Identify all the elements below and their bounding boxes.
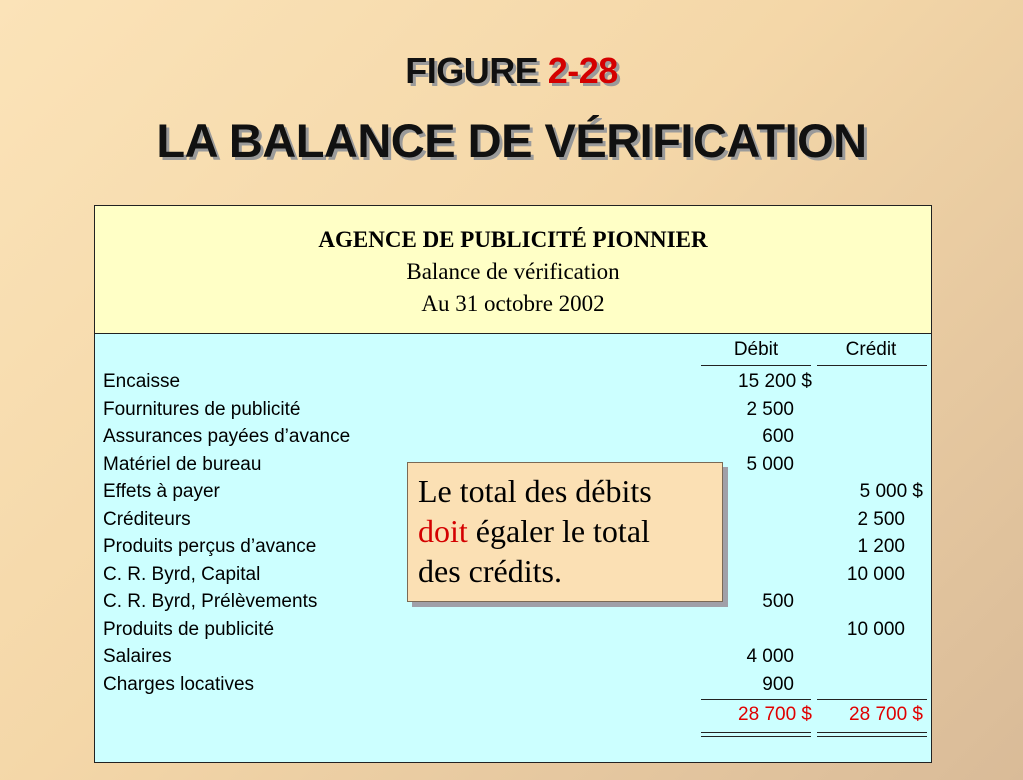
- callout-emphasis: doit: [418, 513, 468, 549]
- statement-header: [95, 206, 931, 334]
- credit-amount: 10 000: [846, 618, 905, 640]
- company-name: AGENCE DE PUBLICITÉ PIONNIER: [318, 227, 708, 252]
- credit-total: 28 700 $: [849, 704, 923, 725]
- debit-double-rule: [701, 732, 811, 737]
- totals-row: [95, 704, 931, 731]
- debit-amount: 600: [762, 426, 794, 447]
- account-name: Salaires: [103, 646, 172, 667]
- credit-amount: 5 000 $: [859, 481, 923, 502]
- figure-label: [0, 50, 1023, 92]
- callout-note: [407, 462, 723, 602]
- debit-amount: 5 000: [746, 453, 794, 475]
- figure-prefix: FIGURE: [405, 50, 548, 91]
- account-name: Encaisse: [103, 371, 181, 392]
- table-row: [95, 619, 931, 646]
- account-name: Effets à payer: [103, 481, 220, 502]
- statement-date: Au 31 octobre 2002: [421, 291, 605, 316]
- account-name: Fournitures de publicité: [103, 398, 301, 420]
- credit-amount: 2 500: [857, 508, 905, 530]
- debit-amount: 500: [762, 591, 794, 612]
- account-name: Produits de publicité: [103, 618, 275, 640]
- credit-amount: 10 000: [846, 563, 905, 585]
- account-name: C. R. Byrd, Prélèvements: [103, 591, 318, 612]
- debit-amount: 4 000: [746, 646, 794, 667]
- credit-column-header: Crédit: [845, 339, 897, 360]
- account-name: Produits perçus d’avance: [103, 536, 317, 557]
- account-name: C. R. Byrd, Capital: [103, 563, 261, 585]
- debit-total-rule: [701, 699, 811, 700]
- table-row: [95, 646, 931, 673]
- table-row: [95, 399, 931, 426]
- callout-line-2: [418, 511, 712, 551]
- callout-line-3: des crédits.: [418, 553, 562, 589]
- account-name: Matériel de bureau: [103, 453, 262, 475]
- account-name: Assurances payées d’avance: [103, 426, 351, 447]
- page-title: LA BALANCE DE VÉRIFICATION: [156, 114, 867, 167]
- debit-amount: 2 500: [746, 398, 794, 420]
- table-row: [95, 426, 931, 453]
- table-row: [95, 371, 931, 398]
- debit-header-rule: [701, 365, 811, 366]
- statement-name: Balance de vérification: [406, 259, 620, 284]
- account-name: Créditeurs: [103, 508, 191, 530]
- credit-double-rule: [817, 732, 927, 737]
- credit-total-rule: [817, 699, 927, 700]
- debit-amount: 900: [762, 673, 794, 695]
- credit-header-rule: [817, 365, 927, 366]
- account-name: Charges locatives: [103, 673, 255, 695]
- debit-column-header: Débit: [733, 339, 779, 360]
- callout-line-2-rest: égaler le total: [467, 513, 650, 549]
- debit-amount: 15 200 $: [738, 371, 812, 392]
- credit-amount: 1 200: [857, 536, 905, 557]
- debit-total: 28 700 $: [738, 704, 812, 725]
- figure-number: 2-28: [547, 50, 618, 91]
- callout-line-1: Le total des débits: [418, 473, 652, 509]
- table-row: [95, 674, 931, 701]
